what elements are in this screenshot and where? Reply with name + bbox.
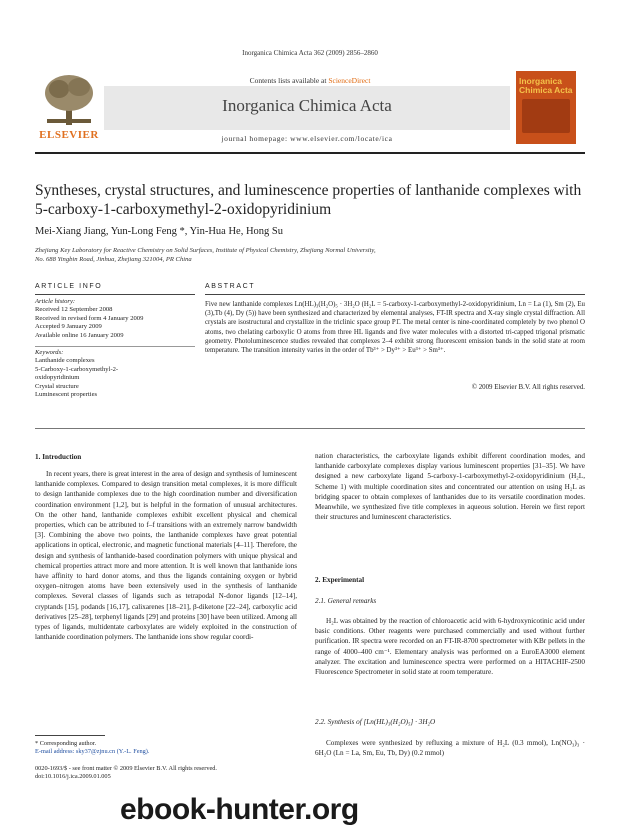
contents-prefix: Contents lists available at bbox=[249, 76, 327, 85]
front-matter: 0020-1693/$ - see front matter © 2009 Elsevier B.V. All rights reserved. bbox=[35, 765, 217, 772]
article-info-rule bbox=[35, 294, 195, 295]
keywords-label: Keywords: bbox=[35, 349, 64, 356]
history-label: Article history: bbox=[35, 298, 76, 305]
synthesis-heading: 2.2. Synthesis of [Ln(HL)₃(H₂O)₅] · 3H₂O bbox=[315, 718, 436, 726]
article-title: Syntheses, crystal structures, and luminescence properties of lanthanide complexes with 5-carboxy-1-carboxymethyl-2-oxidopyridinium bbox=[35, 182, 582, 218]
history-item: Received 12 September 2008 bbox=[35, 306, 113, 314]
experimental-heading: 2. Experimental bbox=[315, 576, 365, 584]
paragraph: nation characteristics, the carboxylate ligands exhibit different coordination modes, and lanthanide carboxylate complexes display various luminescent properties [31–35]. We have designed a new carboxylate ligand 5-carboxy-1-carboxymethyl-2-oxidopyridinium (H₂L, Scheme 1) with multiple coordination sites and concentrated our attention on using H₂L as bridging spacer to obtain complexes of lanthanides due to its versatile coordination modes. Meanwhile, we synthesized five title complexes in aqueous solution. Herein we first report their structures and luminescent characteristics. bbox=[315, 452, 585, 522]
watermark: ebook-hunter.org bbox=[120, 793, 359, 826]
corresponding-author-note: * Corresponding author. bbox=[35, 740, 97, 747]
email-link[interactable]: E-mail address: sky37@zjnu.cn (Y.-L. Feng). bbox=[35, 748, 150, 755]
paragraph: Complexes were synthesized by refluxing a mixture of H₂L (0.3 mmol), Ln(NO₃)₃ · 6H₂O (Ln = La, Sm, Eu, Tb, Dy) (0.2 mmol) bbox=[315, 739, 585, 758]
affiliation bbox=[35, 246, 455, 264]
keyword: Lanthanide complexes bbox=[35, 357, 95, 365]
history-item: Accepted 9 January 2009 bbox=[35, 323, 102, 331]
history-item: Available online 16 January 2009 bbox=[35, 331, 124, 339]
abstract-bottom-rule bbox=[35, 428, 585, 429]
introduction-heading: 1. Introduction bbox=[35, 453, 82, 461]
cover-title: Inorganica Chimica Acta bbox=[519, 76, 573, 95]
abstract-text: Five new lanthanide complexes Ln(HL)₃(H₂O)₅ · 3H₂O (H₂L = 5-carboxy-1-carboxymethyl-2-oxidopyridinium, Ln = La (1), Sm (2), Eu (3),Tb (4), Dy (5)) have been synthesized and characterized by elemental analyses, FT-IR spectra and X-ray single crystal diffraction. All crystals are isostructural and crystallize in the triclinic space group P1̄. The metal center is nine-coordinated completely by two phenol O atoms, two chelating carboxylic O atoms from three HL ligands and five water molecules with a distorted tri-capped trigonal prismatic geometry. Photoluminescence studies revealed that complexes 2–4 exhibit strong fluorescent emission bands in the solid state at room temperature. The transition intensity varies in the order of Tb³⁺ > Dy³⁺ > Eu³⁺ > Sm³⁺. bbox=[205, 301, 585, 355]
journal-homepage[interactable]: journal homepage: www.elsevier.com/locate/ica bbox=[221, 134, 393, 143]
doi[interactable]: doi:10.1016/j.ica.2009.01.005 bbox=[35, 773, 111, 780]
paragraph: In recent years, there is great interest in the area of design and synthesis of luminescent lanthanide complexes. Compared to design transition metal complexes, it is more difficult to design lanthanide complexes due to the high coordination number and diversification coordination environment [1,2], but is helpful in the formation of unusual architectures. On the other hand, lanthanide complexes exhibit excellent physical and chemical properties, which can be attributed to f–f transitions with an extremely narrow bandwidth [3]. Combining the above two points, the lanthanide complexes have great potential applications in optical, electronic, and magnetic functional materials [4–11]. Therefore, the design and synthesis of lanthanide-based coordination polymers with unique physical and chemical properties attract more and more attention. It is well known that lanthanide ions have affinity to hard donor atoms, and thus the ligands containing oxygen or hybrid oxygen–nitrogen atoms have been extensively used in the synthesis of lanthanide complexes. Several classes of ligands such as tetrapodal N-donor ligands [12–14], cryptands [15], podands [16,17], calixarenes [18–21], β-diketone [22–24], carboxylic acid derivatives [25–28], terphenyl ligands [29] and proteins [30] have been utilized. Among all types of ligands, multidentate carboxylates are widely exploited in the construction of lanthanide coordination polymers. The lanthanide ions show regular coordi- bbox=[35, 470, 297, 642]
paragraph: H₂L was obtained by the reaction of chloroacetic acid with 6-hydroxynicotinic acid under basic conditions. Other reagents were purchased commercially and used without further purification. IR spectra were recorded on an FT-IR-8700 spectrometer with KBr pellets in the range of 4000–400 cm⁻¹. Elementary analysis was performed on a EuroEA3000 element analyzer. The excitation and luminescence spectra were performed on a HITACHIF-2500 Fluorescence Spectrometer in solid state at room temperature. bbox=[315, 617, 585, 677]
journal-cover bbox=[516, 71, 576, 144]
introduction-continued bbox=[315, 451, 585, 522]
header-divider bbox=[35, 152, 585, 154]
history-item: Received in revised form 4 January 2009 bbox=[35, 314, 144, 322]
synthesis-text bbox=[315, 738, 585, 758]
keywords-rule bbox=[35, 346, 195, 347]
journal-title: Inorganica Chimica Acta bbox=[222, 96, 392, 115]
keyword: oxidopyridinium bbox=[35, 374, 80, 382]
elsevier-logo bbox=[37, 71, 101, 143]
tree-icon bbox=[41, 73, 97, 127]
footnote-rule bbox=[35, 735, 105, 736]
affiliation-line: No. 688 Yingbin Road, Jinhua, Zhejiang 321004, PR China bbox=[35, 256, 192, 263]
footnotes bbox=[35, 740, 297, 756]
abstract-heading: ABSTRACT bbox=[205, 283, 256, 290]
article-info-heading: ARTICLE INFO bbox=[35, 283, 103, 290]
contents-line bbox=[100, 76, 520, 85]
abstract-rule bbox=[205, 294, 585, 295]
journal-reference: Inorganica Chimica Acta 362 (2009) 2856–2860 bbox=[242, 49, 378, 57]
introduction-text bbox=[35, 469, 297, 725]
keyword: Crystal structure bbox=[35, 382, 79, 390]
authors: Mei-Xiang Jiang, Yun-Long Feng *, Yin-Hua He, Hong Su bbox=[35, 226, 283, 237]
cover-image bbox=[522, 99, 570, 133]
article-history bbox=[35, 298, 195, 340]
publication-info bbox=[35, 765, 297, 781]
general-remarks-text bbox=[315, 616, 585, 677]
keyword: 5-Carboxy-1-carboxymethyl-2- bbox=[35, 365, 119, 373]
sciencedirect-link[interactable]: ScienceDirect bbox=[328, 76, 371, 85]
keyword: Luminescent properties bbox=[35, 391, 98, 399]
keywords bbox=[35, 349, 195, 399]
copyright: © 2009 Elsevier B.V. All rights reserved. bbox=[471, 384, 585, 391]
affiliation-line: Zhejiang Key Laboratory for Reactive Chemistry on Solid Surfaces, Institute of Physical Chemistry, Zhejiang Normal University, bbox=[35, 247, 376, 254]
publisher-logo-text: ELSEVIER bbox=[39, 129, 99, 141]
general-remarks-heading: 2.1. General remarks bbox=[315, 597, 377, 605]
